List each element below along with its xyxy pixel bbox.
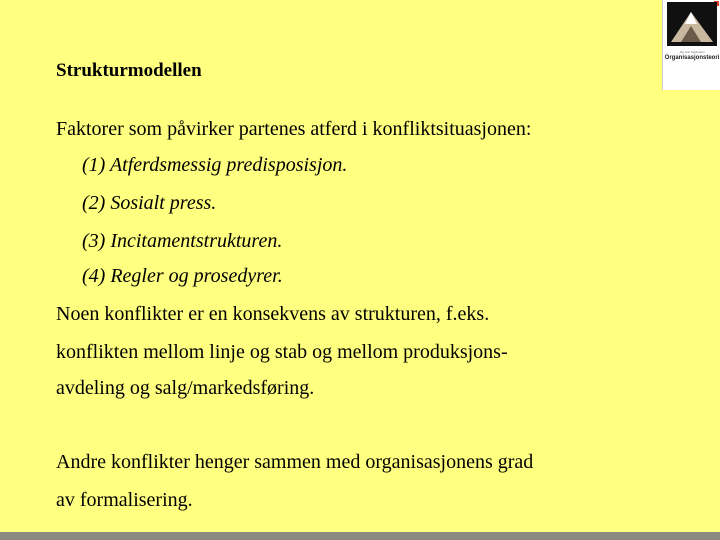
- factor-item-1: (1) Atferdsmessig predisposisjon.: [82, 154, 348, 176]
- paragraph1-line-3: avdeling og salg/markedsføring.: [56, 377, 315, 399]
- paragraph1-line-2: konflikten mellom linje og stab og mellom produksjons-: [56, 341, 508, 363]
- bottom-bar: [0, 532, 720, 540]
- intro-text: Faktorer som påvirker partenes atferd i konfliktsituasjonen:: [56, 118, 532, 140]
- mountain-icon: [667, 2, 717, 46]
- factor-item-3: (3) Incitamentstrukturen.: [82, 230, 283, 252]
- factor-item-4: (4) Regler og prosedyrer.: [82, 265, 283, 287]
- cover-artwork: [667, 2, 717, 46]
- factor-item-2: (2) Sosialt press.: [82, 192, 217, 214]
- book-cover-image: [662, 0, 720, 90]
- paragraph2-line-1: Andre konflikter henger sammen med organisasjonens grad: [56, 451, 534, 473]
- cover-author: Jan Ivar Kaufmann: [679, 50, 705, 54]
- paragraph2-line-2: av formalisering.: [56, 489, 193, 511]
- slide-title: Strukturmodellen: [56, 60, 202, 81]
- cover-title: Organisasjonsteori: [664, 55, 720, 61]
- paragraph1-line-1: Noen konflikter er en konsekvens av strukturen, f.eks.: [56, 303, 490, 325]
